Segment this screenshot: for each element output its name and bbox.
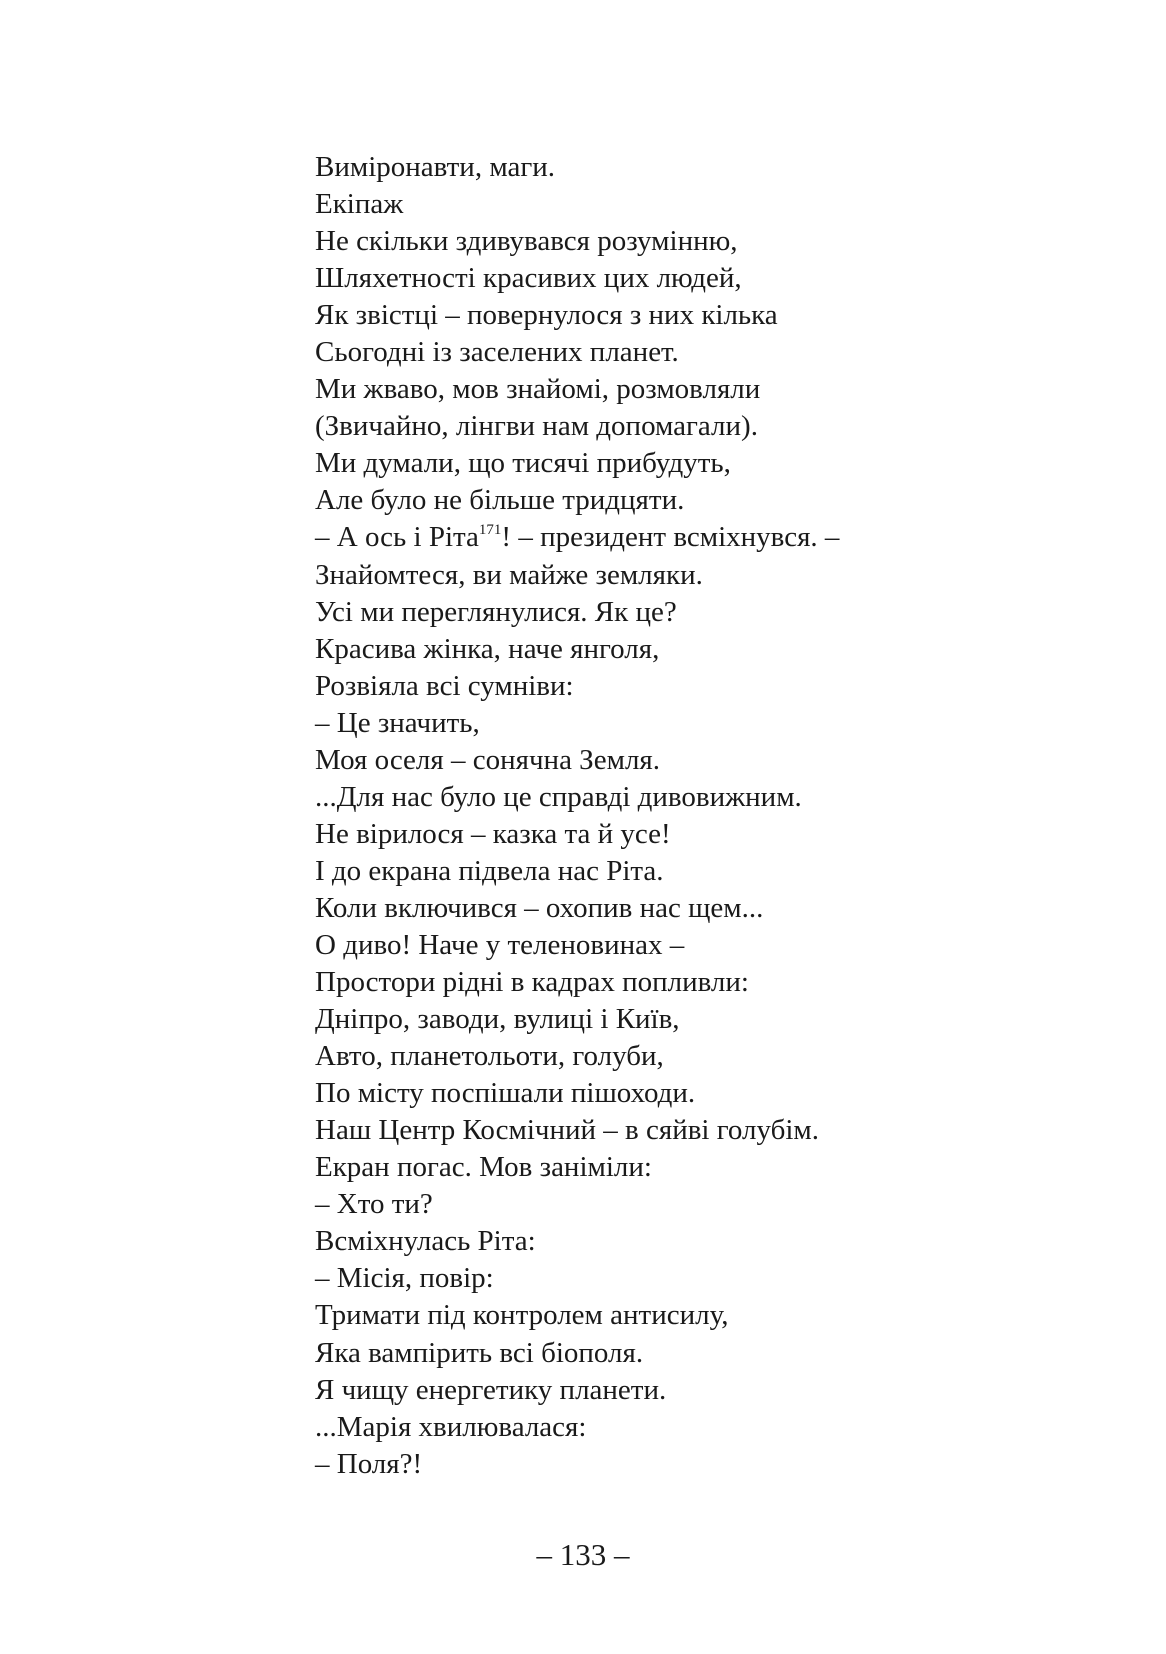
poem-line-20: І до екрана підвела нас Ріта. — [315, 854, 664, 887]
poem-line-31: – Місія, повір: — [315, 1262, 494, 1295]
page-number: – 133 – — [536, 1537, 630, 1572]
poem-line-15: Розвіяла всі сумніви: — [315, 669, 574, 702]
poem-line-28: Екран погас. Мов заніміли: — [315, 1151, 652, 1184]
poem-line-12: Знайомтеся, ви майже земляки. — [315, 558, 703, 591]
poem-line-1: Виміронавти, маги. — [315, 151, 556, 183]
poem-line-29: – Хто ти? — [315, 1188, 433, 1221]
poem-line-36: – Поля?! — [315, 1447, 423, 1480]
poem-line-13: Усі ми переглянулися. Як це? — [315, 595, 677, 628]
poem-line-23: Простори рідні в кадрах попливли: — [315, 966, 749, 999]
poem-line-9: Ми думали, що тисячі прибудуть, — [315, 447, 731, 480]
poem-line-33: Яка вампірить всі біополя. — [315, 1336, 644, 1369]
poem-line-22: О диво! Наче у теленовинах – — [315, 928, 685, 961]
footnote-reference: 171 — [478, 521, 502, 538]
poem-line-18: ...Для нас було це справді дивовижним. — [315, 780, 802, 813]
poem-text — [315, 149, 955, 1483]
poem-line-5: Як звістці – повернулося з них кілька — [315, 299, 778, 332]
poem-line-24: Дніпро, заводи, вулиці і Київ, — [315, 1003, 680, 1036]
poem-line-10: Але було не більше тридцяти. — [315, 484, 685, 517]
poem-line-25: Авто, планетольоти, голуби, — [315, 1040, 664, 1073]
poem-line-7: Ми жваво, мов знайомі, розмовляли — [315, 373, 761, 406]
poem-line-4: Шляхетності красивих цих людей, — [315, 262, 742, 295]
poem-line-2: Екіпаж — [315, 188, 404, 221]
poem-line-11 — [315, 519, 955, 556]
poem-line-11-end: ! – президент всміхнувся. – — [501, 521, 840, 554]
poem-line-26: По місту поспішали пішоходи. — [315, 1077, 696, 1110]
poem-line-35: ...Марія хвилювалася: — [315, 1410, 587, 1443]
poem-line-3: Не скільки здивувався розумінню, — [315, 225, 738, 258]
poem-line-11-start: – А ось і Ріта — [315, 521, 479, 554]
poem-line-6: Сьогодні із заселених планет. — [315, 336, 679, 369]
poem-line-30: Всміхнулась Ріта: — [315, 1225, 536, 1258]
poem-line-16: – Це значить, — [315, 706, 480, 739]
poem-line-17: Моя оселя – сонячна Земля. — [315, 743, 660, 776]
poem-line-21: Коли включився – охопив нас щем... — [315, 891, 764, 924]
poem-line-14: Красива жінка, наче янголя, — [315, 632, 660, 665]
poem-line-19: Не вірилося – казка та й усе! — [315, 817, 671, 850]
poem-line-8: (Звичайно, лінгви нам допомагали). — [315, 410, 758, 443]
poem-line-27: Наш Центр Космічний – в сяйві голубім. — [315, 1114, 820, 1147]
poem-line-34: Я чищу енергетику планети. — [315, 1373, 667, 1406]
poem-line-32: Тримати під контролем антисилу, — [315, 1299, 729, 1332]
